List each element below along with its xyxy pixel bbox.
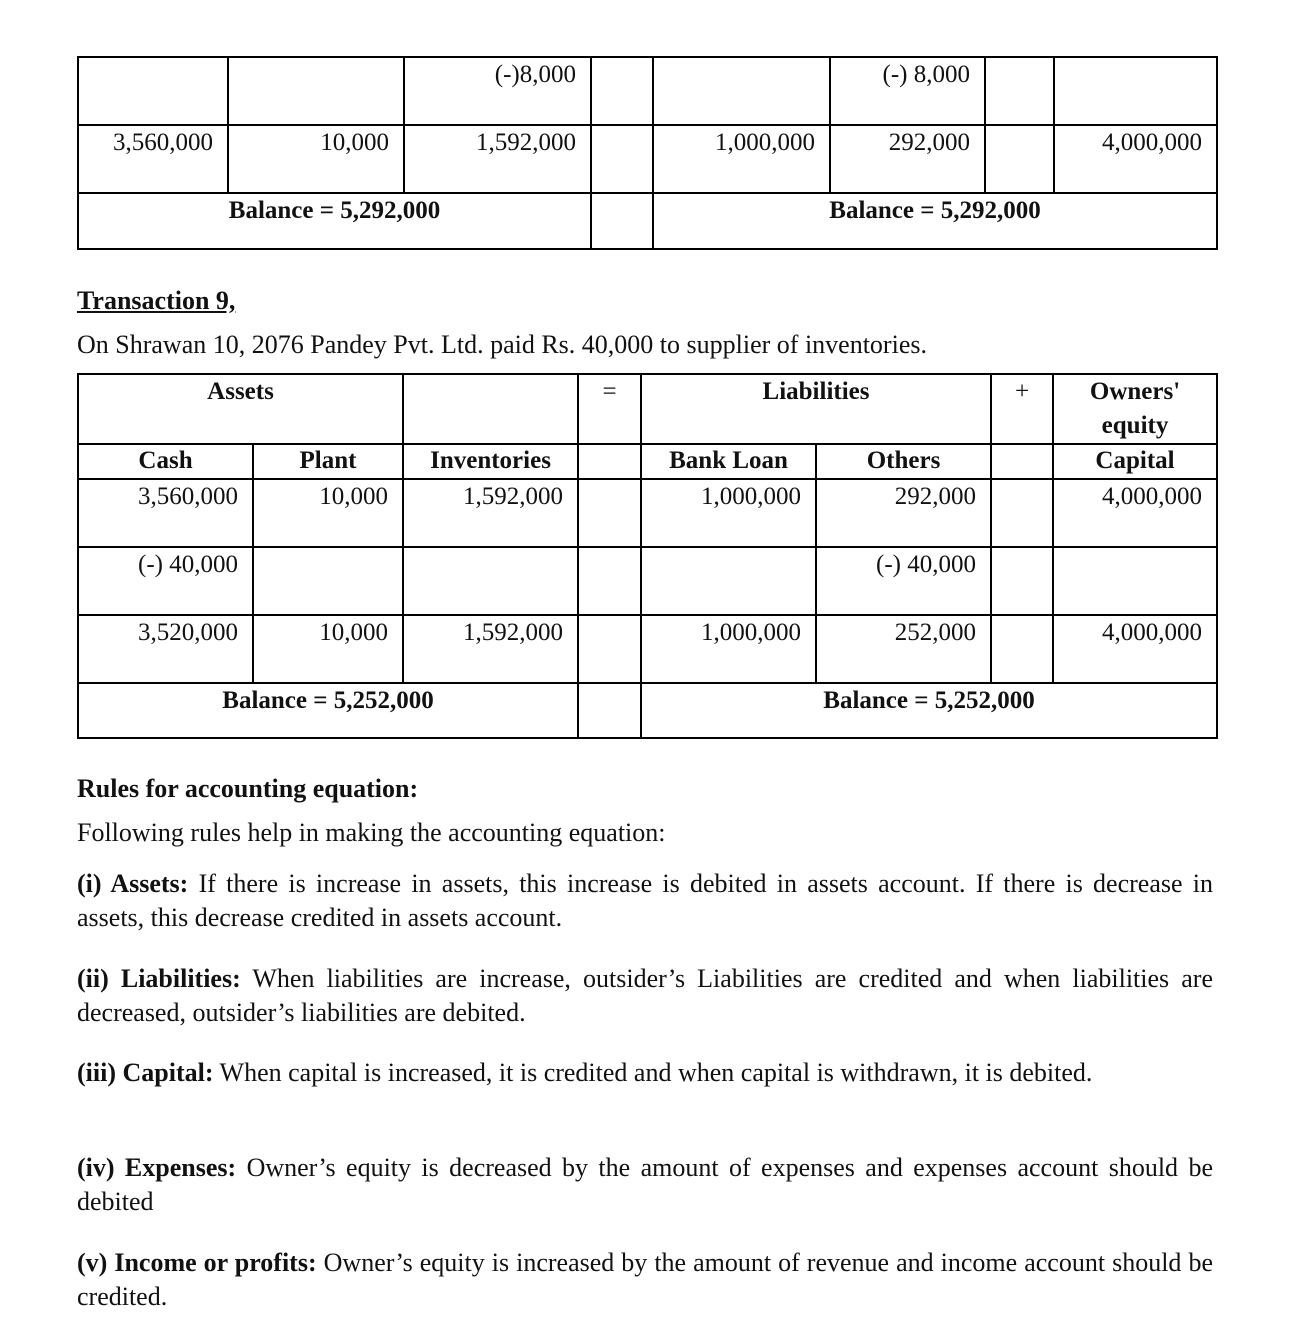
table-row xyxy=(78,479,1217,547)
rule-capital xyxy=(77,1056,1213,1090)
rule-text: When liabilities are increase, outsider’s Liabilities are credited and when liabilities are decreased, outsider’s liabilities are debited. xyxy=(77,964,1213,1027)
rule-label: (i) Assets: xyxy=(77,869,189,898)
table-row xyxy=(78,125,1217,193)
cell-plant: 10,000 xyxy=(228,125,404,193)
rule-label: (v) Income or profits: xyxy=(77,1248,317,1277)
cell-plus xyxy=(985,125,1054,193)
cell-cash: (-) 40,000 xyxy=(78,547,253,615)
cell-inventories: 1,592,000 xyxy=(403,479,578,547)
cell-inventories: 1,592,000 xyxy=(404,125,591,193)
transaction-9-table xyxy=(77,373,1218,739)
cell-equals xyxy=(591,125,653,193)
column-header-plant: Plant xyxy=(253,444,403,479)
cell-equals xyxy=(591,193,653,249)
cell-inventories xyxy=(403,547,578,615)
cell-plus xyxy=(991,444,1053,479)
column-header-cash: Cash xyxy=(78,444,253,479)
balance-row xyxy=(78,683,1217,738)
table-row xyxy=(78,57,1217,125)
rule-label: (iii) Capital: xyxy=(77,1058,214,1087)
cell-plant: 10,000 xyxy=(253,479,403,547)
cell-bank-loan: 1,000,000 xyxy=(641,479,816,547)
cell-equals xyxy=(578,479,641,547)
column-header-inventories: Inventories xyxy=(403,444,578,479)
cell-cash: 3,560,000 xyxy=(78,125,228,193)
liabilities-equity-balance: Balance = 5,252,000 xyxy=(641,683,1217,738)
rule-label: (ii) Liabilities: xyxy=(77,964,241,993)
cell-others: (-) 8,000 xyxy=(830,57,985,125)
cell-plant xyxy=(253,547,403,615)
rules-intro: Following rules help in making the accounting equation: xyxy=(77,818,666,847)
cell-capital: 4,000,000 xyxy=(1053,615,1217,683)
liabilities-equity-balance: Balance = 5,292,000 xyxy=(653,193,1217,249)
cell-capital xyxy=(1054,57,1217,125)
cell-others: 252,000 xyxy=(816,615,991,683)
rule-expenses xyxy=(77,1151,1213,1219)
cell-equals xyxy=(578,547,641,615)
rule-label: (iv) Expenses: xyxy=(77,1153,237,1182)
cell-cash: 3,520,000 xyxy=(78,615,253,683)
cell-plus xyxy=(985,57,1054,125)
plus-sign: + xyxy=(991,374,1053,444)
cell-cash xyxy=(78,57,228,125)
header-row xyxy=(78,374,1217,444)
cell-capital: 4,000,000 xyxy=(1054,125,1217,193)
rule-income xyxy=(77,1246,1213,1314)
rule-text: Owner’s equity is increased by the amount of revenue and income account should be credited. xyxy=(77,1248,1213,1311)
owners-equity-header: Owners' equity xyxy=(1053,374,1217,444)
assets-header: Assets xyxy=(78,374,403,444)
cell-capital: 4,000,000 xyxy=(1053,479,1217,547)
cell-bank-loan xyxy=(641,547,816,615)
column-header-others: Others xyxy=(816,444,991,479)
header-empty xyxy=(403,374,578,444)
column-header-capital: Capital xyxy=(1053,444,1217,479)
cell-inventories: 1,592,000 xyxy=(403,615,578,683)
table-row xyxy=(78,547,1217,615)
cell-inventories: (-)8,000 xyxy=(404,57,591,125)
rule-text: Owner’s equity is decreased by the amount of expenses and expenses account should be debited xyxy=(77,1153,1213,1216)
rule-text: When capital is increased, it is credited and when capital is withdrawn, it is debited. xyxy=(213,1058,1093,1087)
assets-balance: Balance = 5,292,000 xyxy=(78,193,591,249)
cell-others: (-) 40,000 xyxy=(816,547,991,615)
cell-bank-loan: 1,000,000 xyxy=(653,125,830,193)
cell-plus xyxy=(991,615,1053,683)
cell-others: 292,000 xyxy=(830,125,985,193)
cell-plus xyxy=(991,479,1053,547)
cell-bank-loan xyxy=(653,57,830,125)
cell-plant xyxy=(228,57,404,125)
cell-equals xyxy=(578,615,641,683)
cell-plus xyxy=(991,547,1053,615)
equals-sign: = xyxy=(578,374,641,444)
column-header-bank-loan: Bank Loan xyxy=(641,444,816,479)
previous-transaction-table xyxy=(77,56,1218,250)
balance-row xyxy=(78,193,1217,249)
rules-heading: Rules for accounting equation: xyxy=(77,774,419,803)
cell-equals xyxy=(578,683,641,738)
rule-text: If there is increase in assets, this increase is debited in assets account. If there is decrease in assets, this decrease credited in assets account. xyxy=(77,869,1213,932)
cell-bank-loan: 1,000,000 xyxy=(641,615,816,683)
column-header-row xyxy=(78,444,1217,479)
transaction-heading: Transaction 9, xyxy=(77,286,236,315)
cell-plant: 10,000 xyxy=(253,615,403,683)
cell-cash: 3,560,000 xyxy=(78,479,253,547)
assets-balance: Balance = 5,252,000 xyxy=(78,683,578,738)
cell-equals xyxy=(578,444,641,479)
cell-capital xyxy=(1053,547,1217,615)
cell-equals xyxy=(591,57,653,125)
cell-others: 292,000 xyxy=(816,479,991,547)
table-row xyxy=(78,615,1217,683)
rule-assets xyxy=(77,867,1213,935)
transaction-description: On Shrawan 10, 2076 Pandey Pvt. Ltd. paid Rs. 40,000 to supplier of inventories. xyxy=(77,330,927,359)
rule-liabilities xyxy=(77,962,1213,1030)
liabilities-header: Liabilities xyxy=(641,374,991,444)
